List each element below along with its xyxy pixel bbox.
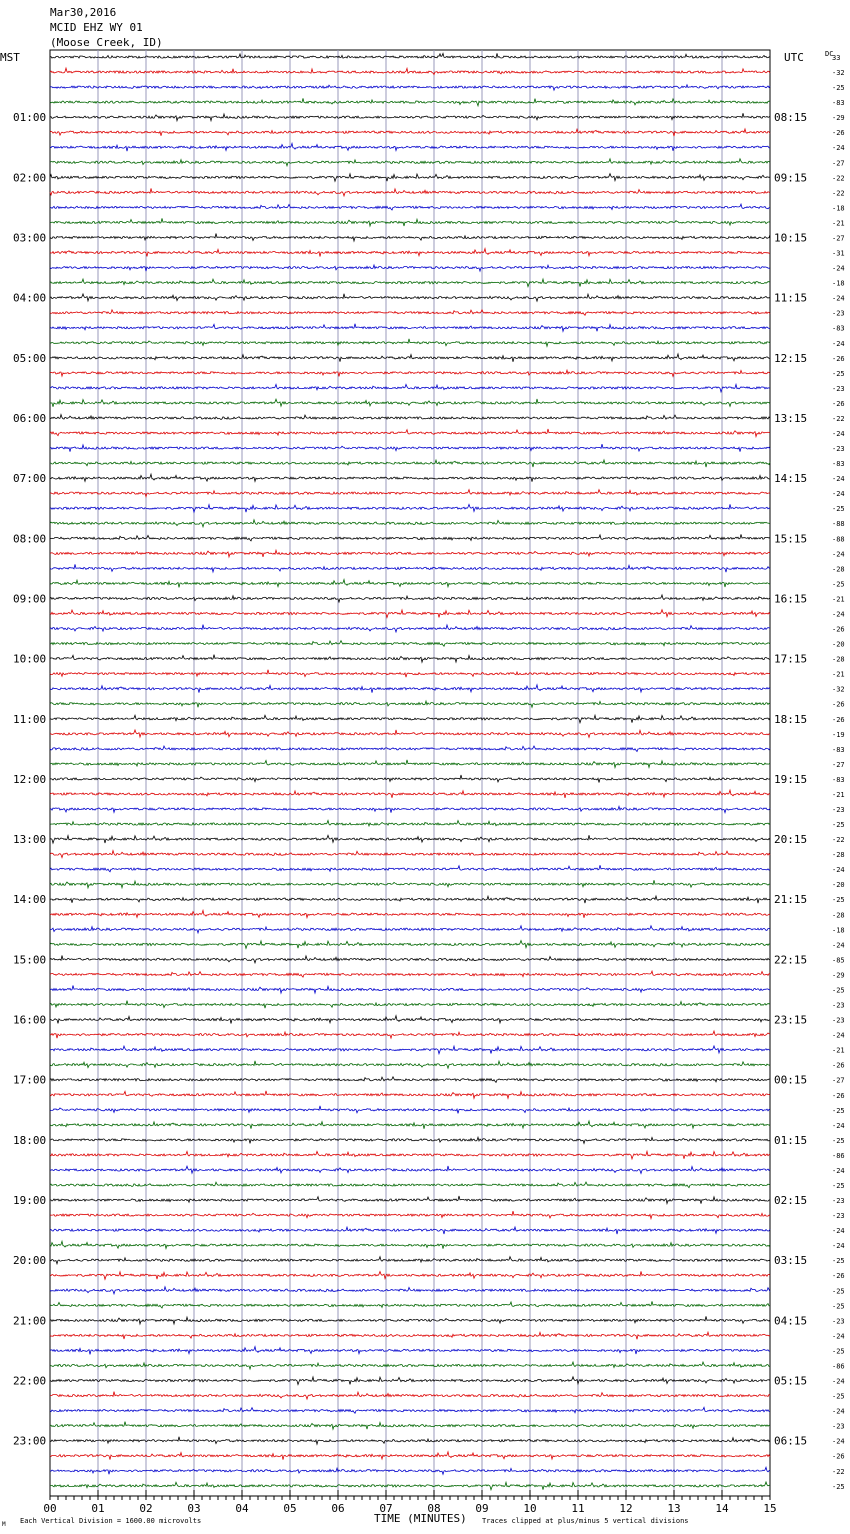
station-location: (Moose Creek, ID) [50,36,163,49]
trace-line [50,1106,770,1114]
trace-line [50,1182,770,1188]
dc-offset-label: -24 [832,610,845,619]
dc-offset-label: -26 [832,1272,845,1281]
dc-offset-label: -83 [832,745,845,754]
trace-line [50,1422,770,1430]
utc-hour-label: 01:15 [774,1133,808,1147]
dc-offset-label: -26 [832,700,845,709]
trace-line [50,218,770,226]
dc-offset-label: -25 [832,1482,845,1491]
trace-line [50,415,770,420]
dc-offset-label: -24 [832,1167,845,1175]
x-tick-label: 04 [235,1502,249,1515]
mst-hour-label: 03:00 [13,231,47,245]
dc-offset-label: -25 [832,369,845,378]
dc-offset-label: -25 [832,1136,845,1145]
mst-hour-label: 01:00 [13,111,47,125]
trace-line [50,580,770,588]
utc-hour-label: 06:15 [774,1434,808,1448]
trace-line [50,821,770,826]
dc-offset-label: -24 [832,475,845,484]
x-tick-label: 12 [619,1502,633,1515]
mst-hour-label: 05:00 [13,351,47,365]
utc-hour-label: 18:15 [774,712,808,726]
trace-line [50,641,770,647]
trace-line [50,941,770,949]
trace-line [50,670,770,678]
mst-hour-label: 14:00 [13,893,47,907]
trace-line [50,53,770,58]
trace-line [50,1137,770,1143]
trace-line [50,204,770,210]
dc-offset-label: -25 [832,1287,845,1296]
trace-line [50,715,770,723]
dc-offset-label: -86 [832,1151,845,1160]
dc-offset-label: -26 [832,354,845,363]
trace-line [50,279,770,287]
dc-offset-label: -25 [832,1392,845,1401]
mst-hour-label: 15:00 [13,953,47,967]
dc-offset-label: -86 [832,1362,845,1371]
dc-offset-label: -23 [832,1197,845,1205]
trace-line [50,625,770,632]
dc-offset-label: -83 [832,324,845,333]
utc-hour-label: 04:15 [774,1314,808,1328]
dc-offset-label: -27 [832,234,845,243]
plot-date: Mar30,2016 [50,6,117,19]
dc-offset-label: -24 [832,1407,845,1416]
scale-note: Each Vertical Division = 1600.00 microvolts [20,1517,202,1525]
trace-line [50,790,770,798]
dc-offset-label: -83 [832,99,845,108]
dc-offset-label: -28 [832,911,845,920]
dc-offset-label: -21 [832,670,845,679]
dc-offset-label: -24 [832,144,845,153]
dc-offset-label: -24 [832,1242,845,1251]
dc-offset-label: -26 [832,129,845,138]
x-tick-label: 02 [139,1502,153,1515]
trace-line [50,294,770,302]
trace-line [50,234,770,242]
dc-offset-label: -24 [832,339,845,348]
trace-line [50,1301,770,1308]
dc-offset-label: -21 [832,1046,845,1055]
trace-line [50,1196,770,1204]
trace-line [50,474,770,482]
trace-line [50,1347,770,1355]
trace-line [50,880,770,888]
dc-offset-label: -27 [832,1076,845,1085]
trace-line [50,1016,770,1024]
dc-offset-label: -85 [832,956,845,965]
trace-line [50,1377,770,1385]
trace-line [50,1271,770,1279]
mst-hour-label: 23:00 [13,1434,47,1448]
trace-line [50,851,770,858]
trace-line [50,188,770,196]
utc-hour-label: 02:15 [774,1194,808,1207]
dc-offset-label: -32 [832,685,845,694]
utc-hour-label: 00:15 [774,1073,808,1087]
dc-offset-label: -88 [832,535,845,544]
trace-line [50,956,770,963]
dc-offset-label: -29 [832,114,845,123]
trace-line [50,610,770,618]
utc-hour-label: 20:15 [774,833,808,847]
utc-hour-label: 15:15 [774,532,808,546]
dc-offset-label: -23 [832,1212,845,1221]
axis-labels [13,54,845,1515]
trace-line [50,249,770,257]
dc-offset-label: -23 [832,309,845,318]
dc-offset-label: -27 [832,159,845,168]
mst-hour-label: 13:00 [13,833,47,847]
trace-line [50,1001,770,1009]
trace-line [50,444,770,452]
trace-line [50,113,770,121]
dc-offset-label: -24 [832,430,845,438]
dc-offset-label: -88 [832,520,845,529]
trace-line [50,460,770,467]
mst-hour-label: 07:00 [13,472,47,486]
utc-hour-label: 03:15 [774,1254,808,1268]
trace-line [50,159,770,166]
dc-offset-label: -22 [832,174,845,183]
trace-line [50,655,770,663]
x-tick-label: 01 [91,1502,105,1515]
utc-hour-label: 14:15 [774,472,808,486]
trace-line [50,324,770,332]
trace-line [50,1091,770,1099]
dc-offset-label: -27 [832,760,845,769]
dc-offset-label: -25 [832,896,845,905]
utc-hour-label: 10:15 [774,231,808,245]
dc-offset-label: -24 [832,550,845,559]
trace-line [50,730,770,737]
trace-line [50,129,770,136]
trace-line [50,143,770,151]
dc-offset-label: -29 [832,971,845,980]
dc-offset-label: -25 [832,1182,845,1190]
dc-offset-label: -23 [832,1016,845,1025]
trace-line [50,775,770,783]
dc-offset-label: -25 [832,986,845,995]
dc-offset-label: -25 [832,580,845,589]
dc-offset-label: -26 [832,1091,845,1100]
dc-offset-label: -25 [832,1347,845,1356]
utc-hour-label: 22:15 [774,953,808,967]
trace-line [50,1392,770,1400]
trace-line [50,1077,770,1083]
utc-hour-label: 19:15 [774,772,808,786]
trace-line [50,399,770,407]
mst-hour-label: 11:00 [13,712,47,726]
trace-line [50,490,770,497]
trace-line [50,1166,770,1174]
dc-offset-label: -83 [832,460,845,469]
trace-line [50,85,770,90]
trace-line [50,1227,770,1234]
dc-offset-label: -26 [832,625,845,634]
dc-offset-label: -23 [832,1317,845,1326]
mst-hour-label: 08:00 [13,532,47,546]
trace-line [50,520,770,527]
mst-hour-label: 22:00 [13,1374,47,1388]
dc-offset-label: -25 [832,1257,845,1266]
mst-hour-label: 18:00 [13,1133,47,1147]
trace-line [50,1257,770,1264]
mst-hour-label: 06:00 [13,412,47,425]
utc-hour-label: 13:15 [774,412,808,425]
dc-offset-label: -20 [832,881,845,890]
dc-offset-label: -25 [832,1302,845,1311]
mst-hour-label: 17:00 [13,1073,47,1087]
dc-offset-label: -25 [832,84,845,93]
trace-line [50,865,770,872]
x-tick-label: 03 [187,1502,201,1515]
dc-offset-label: -21 [832,219,845,228]
trace-line [50,926,770,933]
trace-line [50,370,770,376]
mst-hour-label: 04:00 [13,291,47,305]
x-tick-label: 08 [427,1502,441,1515]
x-tick-label: 07 [379,1502,393,1515]
trace-line [50,354,770,362]
dc-offset-label: -24 [832,1227,845,1236]
utc-hour-label: 08:15 [774,111,808,125]
dc-offset-label: -83 [832,775,845,784]
mst-axis-label: MST [0,51,20,64]
trace-line [50,1332,770,1339]
trace-line [50,339,770,347]
dc-offset-label: -23 [832,1001,845,1010]
mst-hour-label: 02:00 [13,171,47,185]
trace-line [50,68,770,74]
trace-line [50,1407,770,1413]
utc-hour-label: 21:15 [774,893,808,907]
dc-offset-label: -25 [832,821,845,829]
trace-line [50,1316,770,1324]
trace-line [50,265,770,271]
dc-offset-label: -22 [832,189,845,198]
trace-line [50,1046,770,1054]
trace-line [50,1241,770,1248]
trace-line [50,534,770,541]
trace-line [50,806,770,812]
dc-offset-label: -26 [832,715,845,724]
x-tick-label: 14 [715,1502,729,1515]
utc-hour-label: 05:15 [774,1374,808,1388]
trace-line [50,564,770,572]
dc-offset-label: -26 [832,1452,845,1461]
dc-offset-label: -28 [832,655,845,664]
dc-offset-label: 33 [832,54,841,62]
dc-offset-label: -24 [832,866,845,875]
dc-offset-label: -25 [832,1106,845,1115]
dc-offset-label: -23 [832,445,845,453]
trace-line [50,835,770,843]
trace-line [50,98,770,105]
dc-offset-label: -25 [832,505,845,514]
dc-offset-label: -31 [832,249,845,258]
trace-line [50,1467,770,1474]
mst-hour-label: 09:00 [13,592,47,606]
dc-offset-label: -22 [832,836,845,845]
utc-hour-label: 17:15 [774,652,808,666]
trace-line [50,701,770,707]
dc-offset-label: -23 [832,1422,845,1431]
x-axis-title: TIME (MINUTES) [374,1512,467,1525]
dc-offset-label: -20 [832,640,845,649]
trace-line [50,1151,770,1159]
x-tick-label: 10 [523,1502,537,1515]
trace-line [50,384,770,392]
trace-line [50,429,770,437]
mst-hour-label: 12:00 [13,772,47,786]
trace-line [50,896,770,903]
dc-offset-label: -28 [832,851,845,860]
dc-offset-label: -19 [832,730,845,739]
dc-offset-label: -18 [832,279,845,288]
trace-line [50,1031,770,1038]
dc-offset-label: -21 [832,595,845,604]
mst-hour-label: 19:00 [13,1194,47,1207]
utc-hour-label: 16:15 [774,592,808,606]
trace-line [50,1482,770,1490]
mst-hour-label: 10:00 [13,652,47,666]
dc-offset-label: -18 [832,926,845,935]
dc-offset-label: -24 [832,490,845,499]
utc-hour-label: 11:15 [774,291,808,305]
x-tick-label: 13 [667,1502,681,1515]
utc-hour-label: 23:15 [774,1013,808,1027]
mst-hour-label: 21:00 [13,1314,47,1328]
trace-line [50,1437,770,1445]
x-tick-label: 15 [763,1502,777,1515]
trace-line [50,550,770,557]
clip-note: Traces clipped at plus/minus 5 vertical divisions [482,1517,689,1525]
dc-offset-label: -24 [832,941,845,950]
dc-offset-label: -24 [832,1121,845,1130]
dc-offset-label: -22 [832,415,845,423]
trace-line [50,1287,770,1294]
dc-offset-label: -32 [832,69,845,77]
x-tick-label: 09 [475,1502,489,1515]
trace-line [50,174,770,182]
utc-hour-label: 12:15 [774,351,808,365]
dc-offset-label: -18 [832,204,845,213]
dc-offset-label: -28 [832,565,845,574]
dc-offset-label: -26 [832,1061,845,1070]
trace-line [50,986,770,994]
dc-offset-label: -24 [832,1031,845,1040]
station-code: MCID EHZ WY 01 [50,21,143,34]
trace-line [50,971,770,977]
trace-line [50,1121,770,1129]
mst-hour-label: 20:00 [13,1254,47,1268]
mst-hour-label: 16:00 [13,1013,47,1027]
dc-offset-label: -23 [832,384,845,393]
dc-label: DC [825,50,834,58]
utc-axis-label: UTC [784,51,804,64]
trace-rows [50,53,770,1490]
trace-line [50,504,770,512]
trace-line [50,310,770,316]
x-tick-label: 06 [331,1502,345,1515]
dc-offset-label: -24 [832,264,845,273]
dc-offset-label: -22 [832,1467,845,1476]
dc-offset-label: -23 [832,806,845,814]
trace-line [50,1452,770,1460]
dc-offset-label: -24 [832,1437,845,1446]
trace-line [50,1061,770,1068]
dc-offset-label: -24 [832,1377,845,1386]
x-tick-label: 00 [43,1502,57,1515]
trace-line [50,1362,770,1369]
trace-line [50,910,770,917]
trace-line [50,595,770,602]
trace-line [50,746,770,752]
x-tick-label: 11 [571,1502,585,1515]
dc-offset-label: -21 [832,791,845,799]
corner-mark: M [2,1521,6,1528]
dc-offset-label: -26 [832,399,845,408]
dc-offset-label: -24 [832,1332,845,1341]
utc-hour-label: 09:15 [774,171,808,185]
dc-offset-label: -24 [832,294,845,303]
x-tick-label: 05 [283,1502,297,1515]
trace-line [50,760,770,768]
trace-line [50,685,770,693]
trace-line [50,1211,770,1219]
